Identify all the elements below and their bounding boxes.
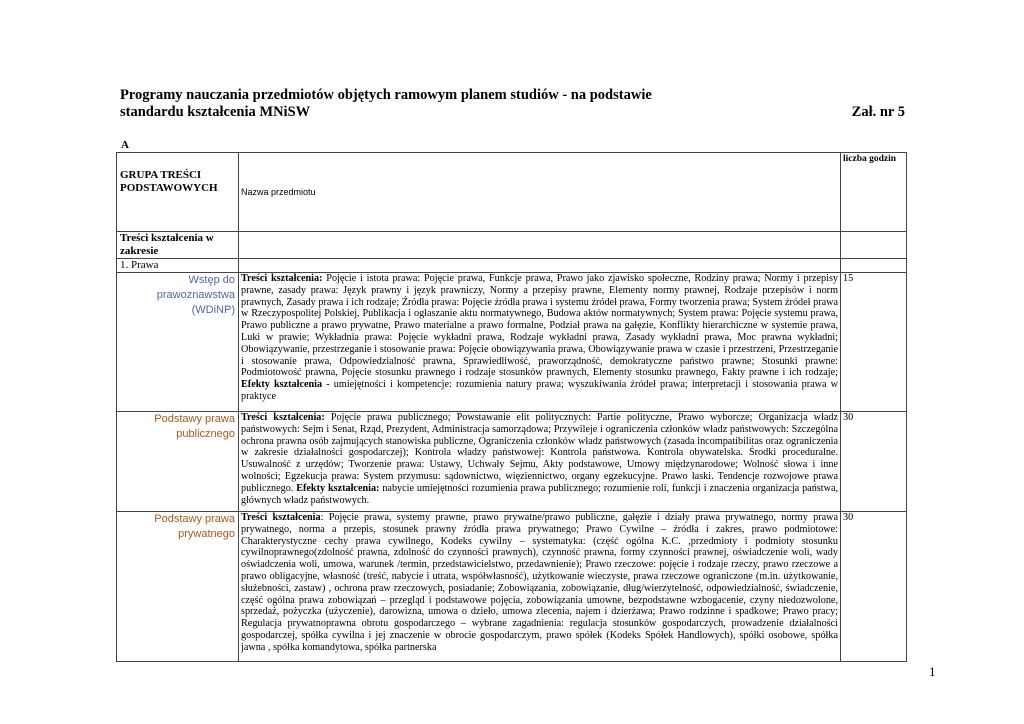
title-line-2: standardu kształcenia MNiSW (120, 104, 311, 120)
title-line-1: Programy nauczania przedmiotów objętych ramowym planem studiów - na podstawie (120, 87, 652, 103)
page-number: 1 (929, 664, 936, 679)
attachment-label: Zał. nr 5 (851, 104, 905, 120)
subject-content (239, 273, 841, 412)
subject-name: Podstawy prawa publicznego (117, 412, 239, 512)
subject-hours: 30 (841, 412, 907, 512)
content-text: Pojęcie i istota prawa: Pojęcie prawa, Funkcje prawa, Prawo jako zjawisko społeczne, Rodziny prawa; Normy i przepisy prawne, zasady prawa: Język prawny i język prawniczy, Normy a przepisy prawne, Elementy normy prawnej, Rodzaje przepisów i norm prawnych, Zasady prawa i ich rodzaje; Źródła prawa: Pojęcie źródła prawa i systemu źródeł prawa, Formy tworzenia prawa; System źródeł prawa w Rzeczypospolitej Polskiej, Publikacja i ogłaszanie aktu normatywnego, Budowa aktów normatywnych; System prawa: Pojęcie systemu prawa, Prawo publiczne a prawo prywatne, Prawo materialne a prawo formalne, Podział prawa na gałęzie, Konflikty hierarchiczne w systemie prawa, Luki w prawie; Wykładnia prawa: Pojęcie wykładni prawa, Rodzaje wykładni prawa, Zasady wykładni prawa, Moc prawna wykładni; Obowiązywanie, przestrzeganie i stosowanie prawa: Pojęcie obowiązywania prawa, Obowiązywanie prawa w czasie i przestrzeni, Przestrzeganie i stosowanie prawa, Odpowiedzialność prawna, Sprawiedliwość, praworządność, demokratyczne państwo prawne; Stosunki prawne: Podmiotowość prawna, Pojęcie stosunku prawnego i rodzaje stosunków prawnych, Elementy stosunku prawnego, Fakty prawne i ich rodzaje; (241, 273, 838, 379)
table-row (117, 512, 907, 662)
table-row (117, 412, 907, 512)
scope-empty-hours (841, 232, 907, 259)
section-empty-cell (239, 259, 841, 273)
header-hours: liczba godzin (841, 153, 907, 232)
section-row (117, 259, 907, 273)
content-label: Treści kształcenia (241, 512, 321, 523)
header-subject: Nazwa przedmiotu (239, 153, 841, 232)
header-group: GRUPA TREŚCI PODSTAWOWYCH (117, 153, 239, 232)
section-label: 1. Prawa (117, 259, 239, 273)
content-label: Treści kształcenia: (241, 273, 323, 284)
content-label: Treści kształcenia: (241, 412, 325, 423)
content-text: Pojęcie prawa publicznego; Powstawanie elit politycznych: Partie polityczne, Prawo wyborcze; Organizacja władz państwowych: Sejm i Senat, Rząd, Prezydent, Administracja samorządowa; Przywileje i ograniczenia członków władz państwowych: Szczególna ochrona prawna osób zajmujących stanowiska publiczne, Ograniczenia członków władz państwowych (zasada incompatibilitas oraz ograniczenia w zakresie działalności gospodarczej); Kontrola władzy państwowej: Kontrola państwowa. Kontrola obywatelska. Środki proceduralne. Usuwalność z urzędów; Tworzenie prawa: Ustawy, Uchwały Sejmu, Akty podstawowe, Umowy międzynarodowe; Wolność słowa i inne wolności; Egzekucja prawa: System przymusu: sądownictwo, więziennictwo, organy egzekucyjne. Prawo łaski. Tendencje rozwojowe prawa publicznego. (241, 412, 838, 494)
scope-label: Treści kształcenia w zakresie (117, 232, 239, 259)
subject-content (239, 512, 841, 662)
table-row (117, 273, 907, 412)
subject-hours: 30 (841, 512, 907, 662)
subject-name: Wstęp do prawoznawstwa (WDiNP) (117, 273, 239, 412)
content-text: : Pojęcie prawa, systemy prawne, prawo prywatne/prawo publiczne, gałęzie i działy prawa prywatnego, normy prawa prywatnego, norma a przepis, stosunek prawny źródła prawa prywatnego; Prawo Cywilne – źródła i zakres, prawo podmiotowe: Charakterystyczne cechy prawa cywilnego, Kodeks cywilny – systematyka: (część ogólna K.C. ,przedmioty i podmioty stosunku cywilnoprawnego(zdolność prawna, zdolność do czynności prawnych), czynność prawna, formy czynności prawnej, oświadczenie woli, wady oświadczenia woli, umowa, warunek /termin, przedstawicielstwo, przedawnienie); Prawo rzeczowe: pojęcie i rodzaje rzeczy, prawo rzeczowe a prawo obligacyjne, własność (treść, nabycie i utrata, współwłasność), użytkowanie wieczyste, prawa rzeczowe ograniczone (m.in. użytkowanie, służebności, zastaw) , ochrona praw rzeczowych, posiadanie; Zobowiązania, zobowiązanie, dług/wierzytelność, odpowiedzialność, świadczenie, część ogólna prawa zobowiązań – przegląd i podstawowe pojęcia, zobowiązania umowne, bezpodstawne wzbogacenie, czyny niedozwolone, sprzedaż, pożyczka (użyczenie), darowizna, umowa o dzieło, umowa zlecenia, najem i dzierżawa; Prawo rodzinne i spadkowe; Prawo pracy; Regulacja prywatnoprawna obrotu gospodarczego – wybrane zagadnienia: regulacja stosunków gospodarczych, prowadzenie działalności gospodarczej, spółka cywilna i jej znaczenie w obrocie gospodarczym, prawo spółek (Kodeks Spółek Handlowych), spółki osobowe, spółka jawna , spółka komandytowa, spółka partnerska (241, 512, 838, 653)
effects-label: Efekty kształcenia (241, 379, 323, 391)
curriculum-table (116, 152, 907, 662)
subject-name: Podstawy prawa prywatnego (117, 512, 239, 662)
document-title (120, 87, 905, 121)
effects-label: Efekty kształcenia: (296, 482, 380, 494)
effects-text: - umiejętności i kompetencje: rozumienia natury prawa; wyszukiwania źródeł prawa; interpretacji i stosowania prawa w praktyce (241, 379, 839, 402)
effects-text: nabycie umiejętności rozumienia prawa publicznego; rozumienie roli, funkcji i znaczenia organizacja państwa, głównych władz państwowych. (241, 482, 839, 506)
section-empty-hours (841, 259, 907, 273)
subject-content (239, 412, 841, 512)
table-header-row (117, 153, 907, 232)
scope-row (117, 232, 907, 259)
subject-hours: 15 (841, 273, 907, 412)
section-letter: A (121, 139, 129, 151)
scope-empty-cell (239, 232, 841, 259)
